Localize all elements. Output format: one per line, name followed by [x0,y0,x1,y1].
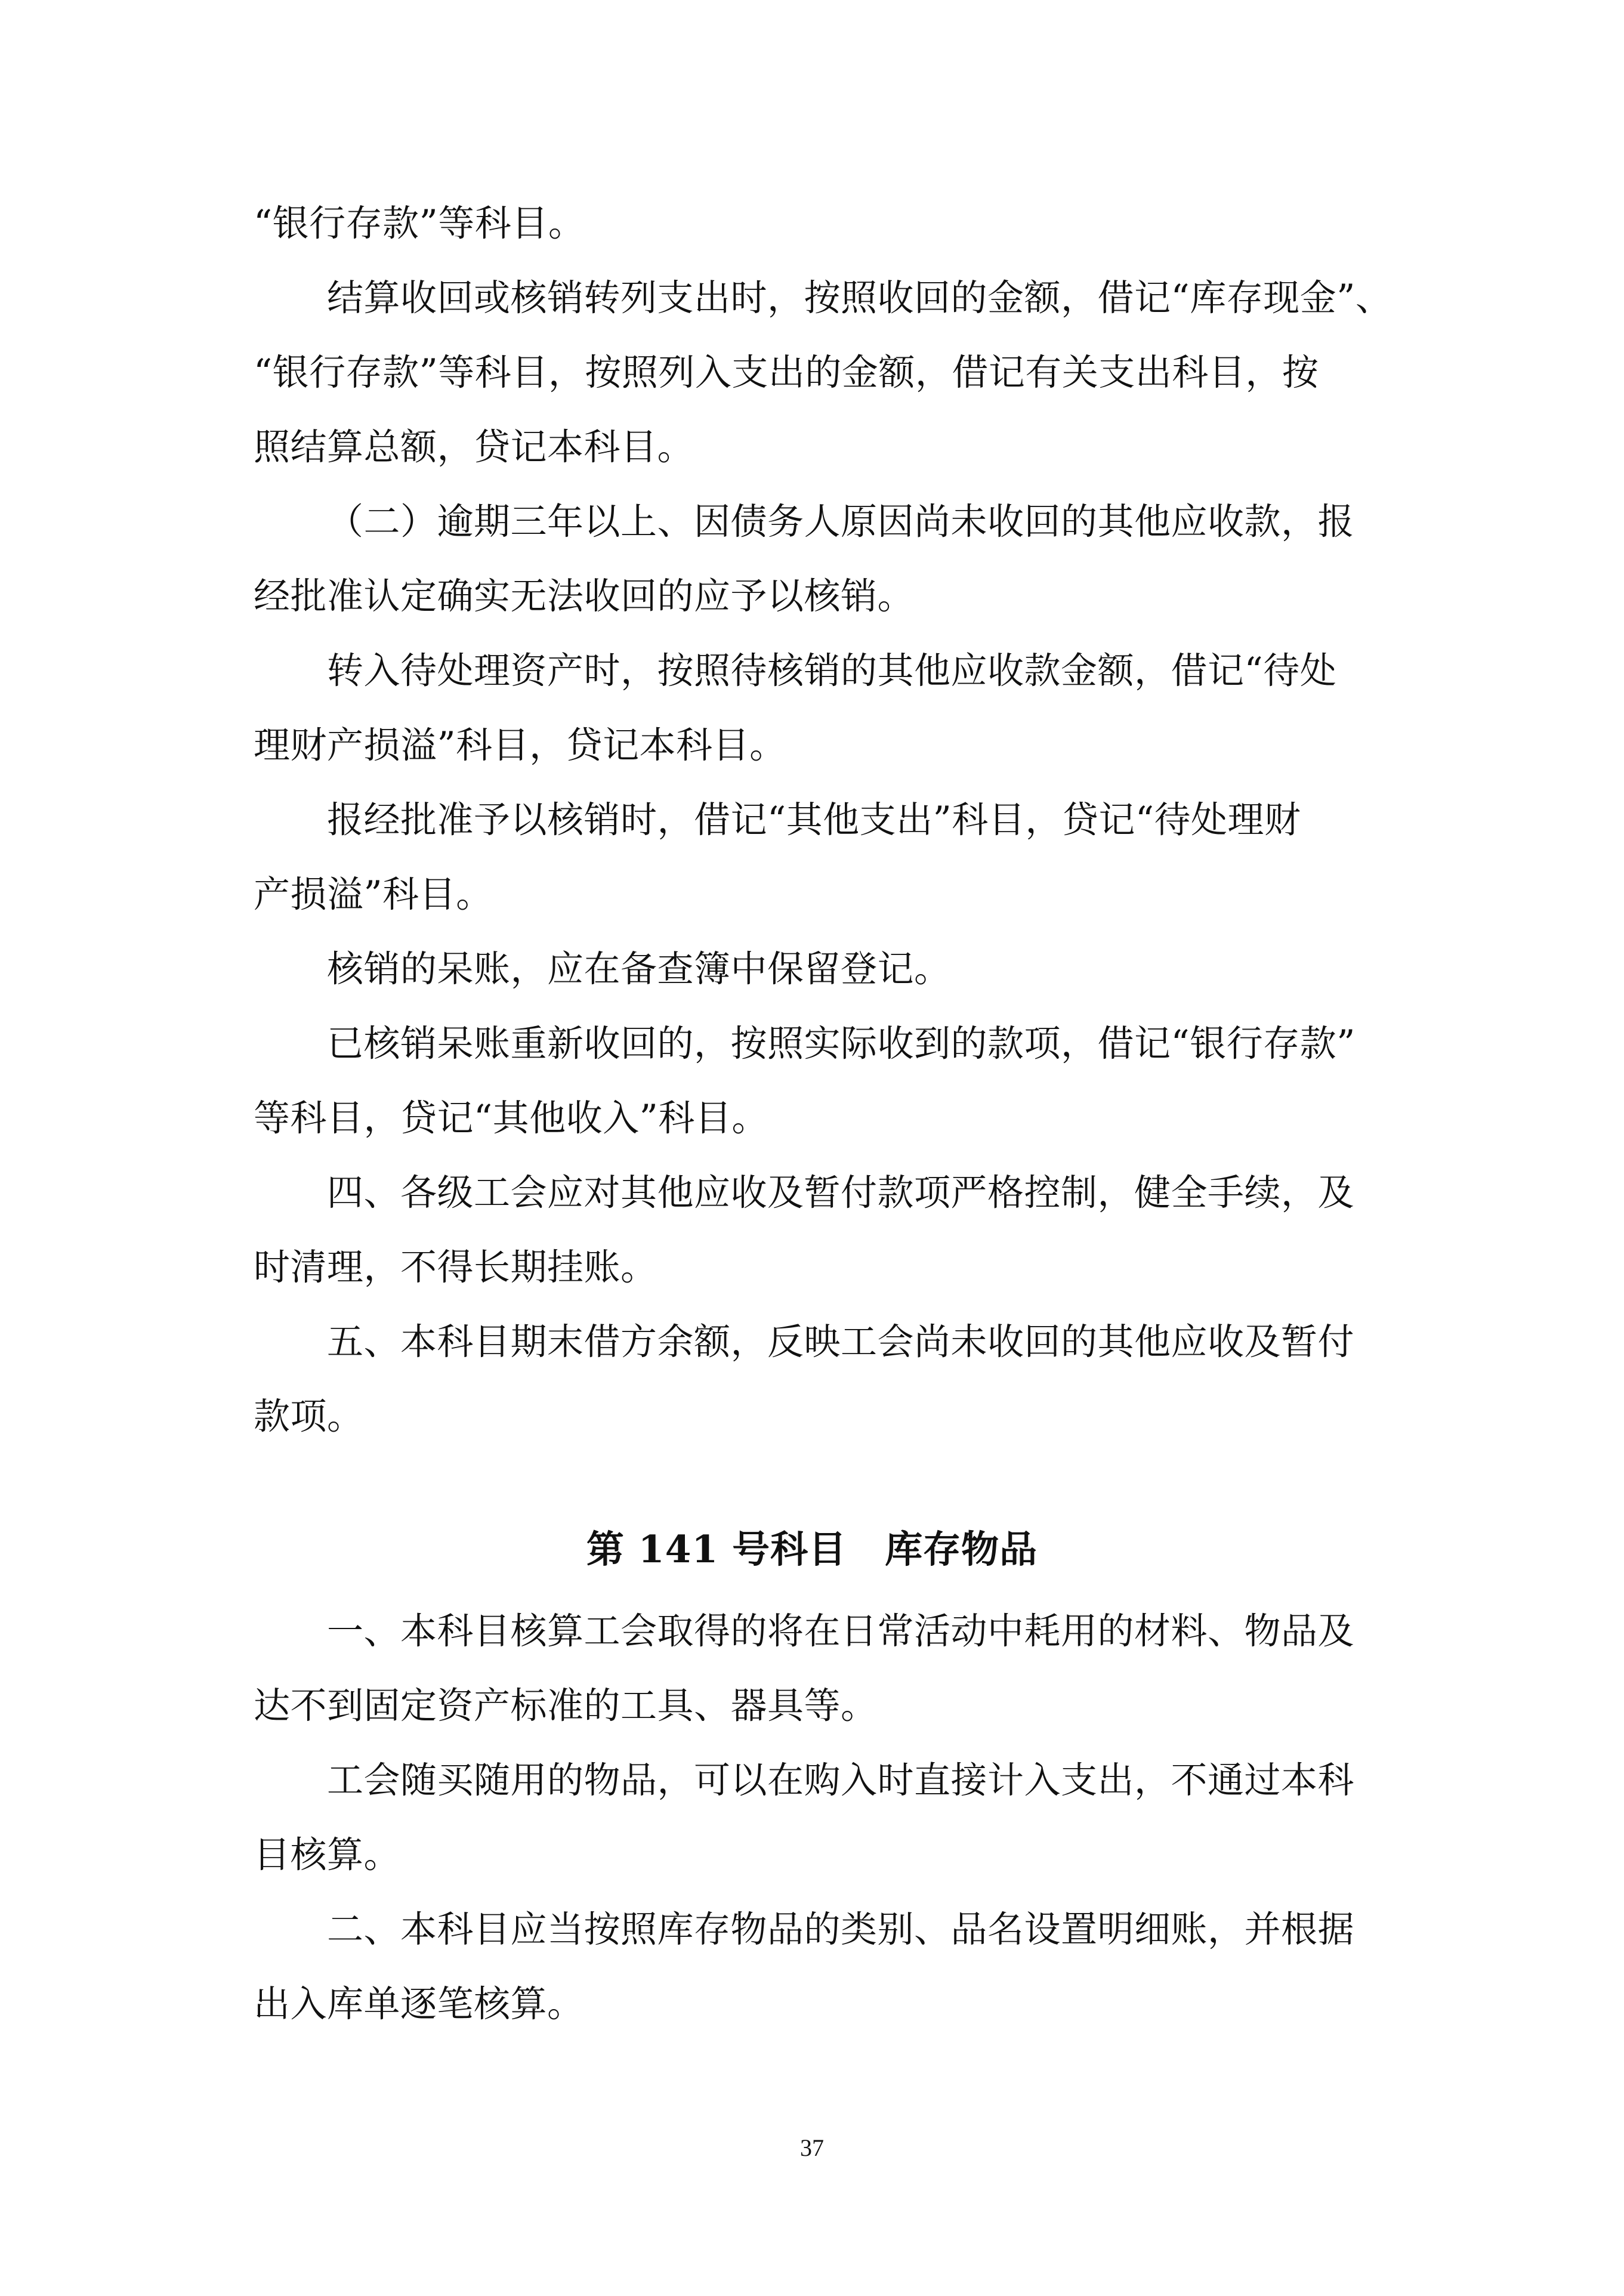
paragraph-line: 报经批准予以核销时，借记“其他支出”科目，贷记“待处理财 [327,799,1301,841]
paragraph-line: 等科目，贷记“其他收入”科目。 [254,1097,768,1139]
paragraph-line: 四、各级工会应对其他应收及暂付款项严格控制，健全手续，及 [327,1172,1355,1214]
section-heading: 第 141 号科目 库存物品 [586,1527,1038,1571]
paragraph-line: 时清理，不得长期挂账。 [254,1246,657,1288]
paragraph-line: 核销的呆账，应在备查簿中保留登记。 [327,948,951,990]
paragraph-line: 已核销呆账重新收回的，按照实际收到的款项，借记“银行存款” [327,1022,1356,1065]
paragraph-line: 结算收回或核销转列支出时，按照收回的金额，借记“库存现金”、 [327,277,1393,319]
paragraph-line: 一、本科目核算工会取得的将在日常活动中耗用的材料、物品及 [327,1610,1355,1652]
paragraph-line: 转入待处理资产时，按照待核销的其他应收款金额，借记“待处 [327,650,1337,692]
paragraph-line: 照结算总额，贷记本科目。 [254,426,694,468]
paragraph-line: “银行存款”等科目。 [254,202,585,245]
paragraph-line: （二）逾期三年以上、因债务人原因尚未收回的其他应收款，报 [327,500,1355,543]
paragraph-line: 理财产损溢”科目，贷记本科目。 [254,724,786,767]
paragraph-line: 款项。 [254,1395,364,1438]
paragraph-line: 目核算。 [254,1834,401,1876]
paragraph-line: 达不到固定资产标准的工具、器具等。 [254,1685,878,1727]
paragraph-line: “银行存款”等科目，按照列入支出的金额，借记有关支出科目，按 [254,351,1319,394]
paragraph-line: 二、本科目应当按照库存物品的类别、品名设置明细账，并根据 [327,1908,1355,1951]
paragraph-line: 工会随买随用的物品，可以在购入时直接计入支出，不通过本科 [327,1759,1355,1801]
paragraph-line: 经批准认定确实无法收回的应予以核销。 [254,575,915,617]
paragraph-line: 产损溢”科目。 [254,873,493,916]
page-number: 37 [800,2134,824,2161]
paragraph-line: 五、本科目期末借方余额，反映工会尚未收回的其他应收及暂付 [327,1321,1355,1363]
paragraph-line: 出入库单逐笔核算。 [254,1983,584,2025]
